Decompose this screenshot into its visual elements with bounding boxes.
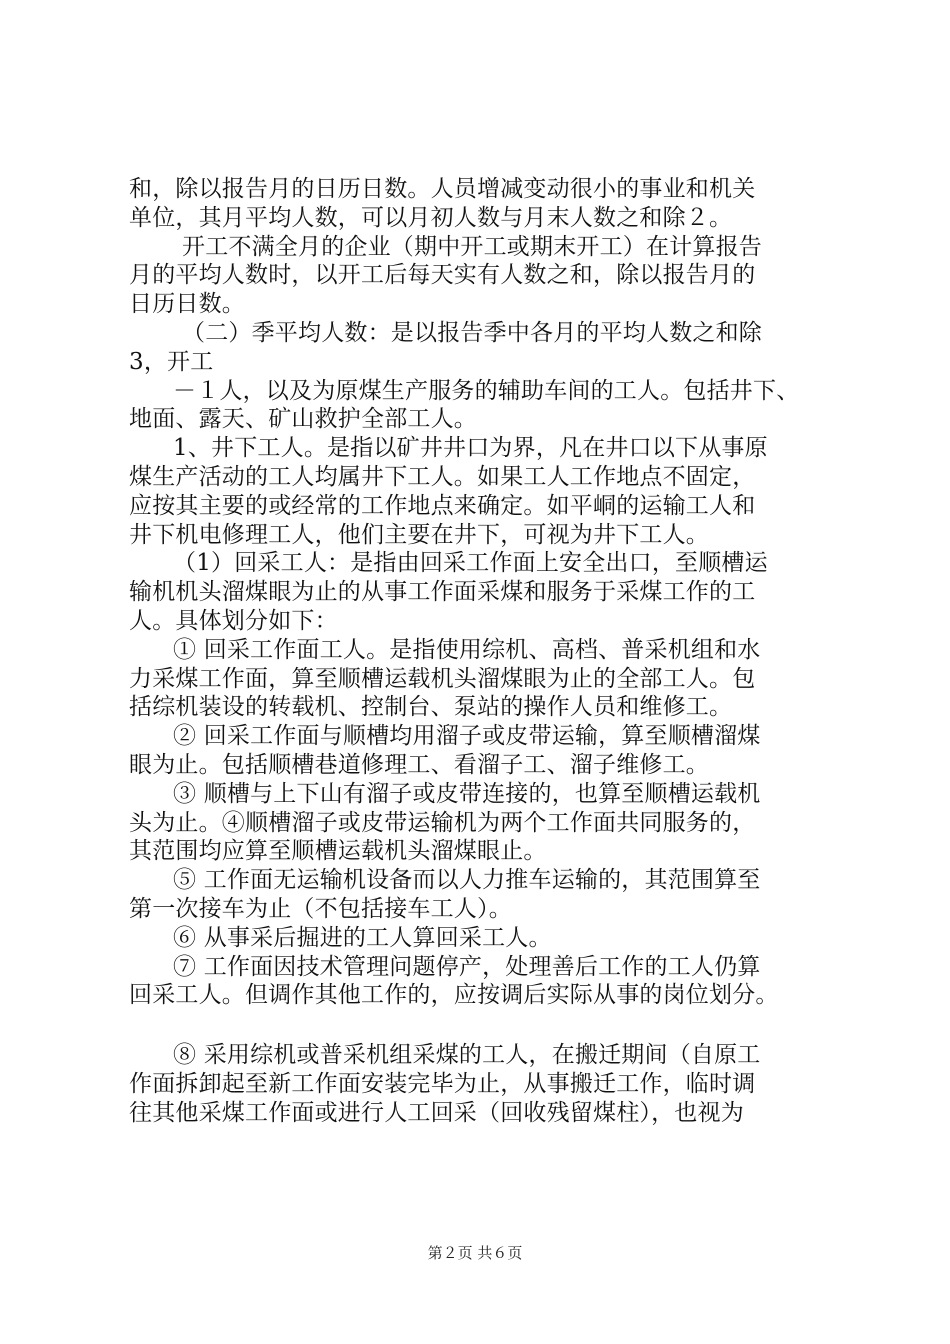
text-line: 井下机电修理工人，他们主要在井下，可视为井下工人。	[129, 521, 709, 548]
text-line: 第一次接车为止（不包括接车工人）。	[129, 895, 512, 922]
text-line: 往其他采煤工作面或进行人工回采（回收残留煤柱），也视为	[129, 1099, 744, 1126]
text-line: ② 回采工作面与顺槽均用溜子或皮带运输，算至顺槽溜煤	[173, 723, 761, 750]
text-line: ⑧ 采用综机或普采机组采煤的工人，在搬迁期间（自原工	[173, 1042, 761, 1069]
text-line: 地面、露天、矿山救护全部工人。	[129, 406, 477, 433]
text-line: 3，开工	[129, 348, 214, 375]
text-line: 和，除以报告月的日历日数。人员增减变动很小的事业和机关	[129, 176, 756, 202]
text-line: （二）季平均人数：是以报告季中各月的平均人数之和除	[182, 319, 762, 346]
text-line: ⑦ 工作面因技术管理问题停产，处理善后工作的工人仍算	[173, 953, 761, 980]
text-line: ① 回采工作面工人。是指使用综机、高档、普采机组和水	[173, 636, 761, 663]
text-line: 头为止。④顺槽溜子或皮带运输机为两个工作面共同服务的，	[129, 809, 756, 836]
text-line: 单位，其月平均人数，可以月初人数与月末人数之和除２。	[129, 204, 733, 231]
text-line: 开工不满全月的企业（期中开工或期末开工）在计算报告	[182, 233, 762, 260]
text-line: 煤生产活动的工人均属井下工人。如果工人工作地点不固定，	[129, 463, 756, 490]
page-footer: 第２页 共６页	[427, 1244, 523, 1262]
text-line: 回采工人。但调作其他工作的，应按调后实际从事的岗位划分。	[129, 982, 779, 1009]
text-line: （1）回采工人：是指由回采工作面上安全出口，至顺槽运	[173, 550, 768, 577]
text-line: 应按其主要的或经常的工作地点来确定。如平峒的运输工人和	[129, 492, 756, 519]
text-line: 月的平均人数时，以开工后每天实有人数之和，除以报告月的	[129, 262, 756, 289]
text-line: ⑥ 从事采后掘进的工人算回采工人。	[173, 924, 552, 951]
text-line: 括综机装设的转载机、控制台、泵站的操作人员和维修工。	[129, 694, 733, 721]
text-line: ⑤ 工作面无运输机设备而以人力推车运输的，其范围算至	[173, 867, 761, 894]
text-line: 1、井下工人。是指以矿井井口为界，凡在井口以下从事原	[173, 435, 768, 462]
document-body	[129, 175, 841, 1128]
text-line: 其范围均应算至顺槽运载机头溜煤眼止。	[129, 838, 547, 865]
text-line: －１人，以及为原煤生产服务的辅助车间的工人。包括井下、	[173, 377, 800, 404]
text-line: 眼为止。包括顺槽巷道修理工、看溜子工、溜子维修工。	[129, 751, 709, 778]
text-line: ③ 顺槽与上下山有溜子或皮带连接的，也算至顺槽运载机	[173, 780, 761, 807]
text-line: 人。具体划分如下：	[129, 607, 338, 634]
text-line: 作面拆卸起至新工作面安装完毕为止，从事搬迁工作，临时调	[129, 1070, 756, 1097]
paragraph-gap	[129, 1010, 841, 1041]
text-line: 力采煤工作面，算至顺槽运载机头溜煤眼为止的全部工人。包	[129, 665, 756, 692]
text-line: 输机机头溜煤眼为止的从事工作面采煤和服务于采煤工作的工	[129, 579, 756, 606]
text-line: 日历日数。	[129, 291, 245, 318]
